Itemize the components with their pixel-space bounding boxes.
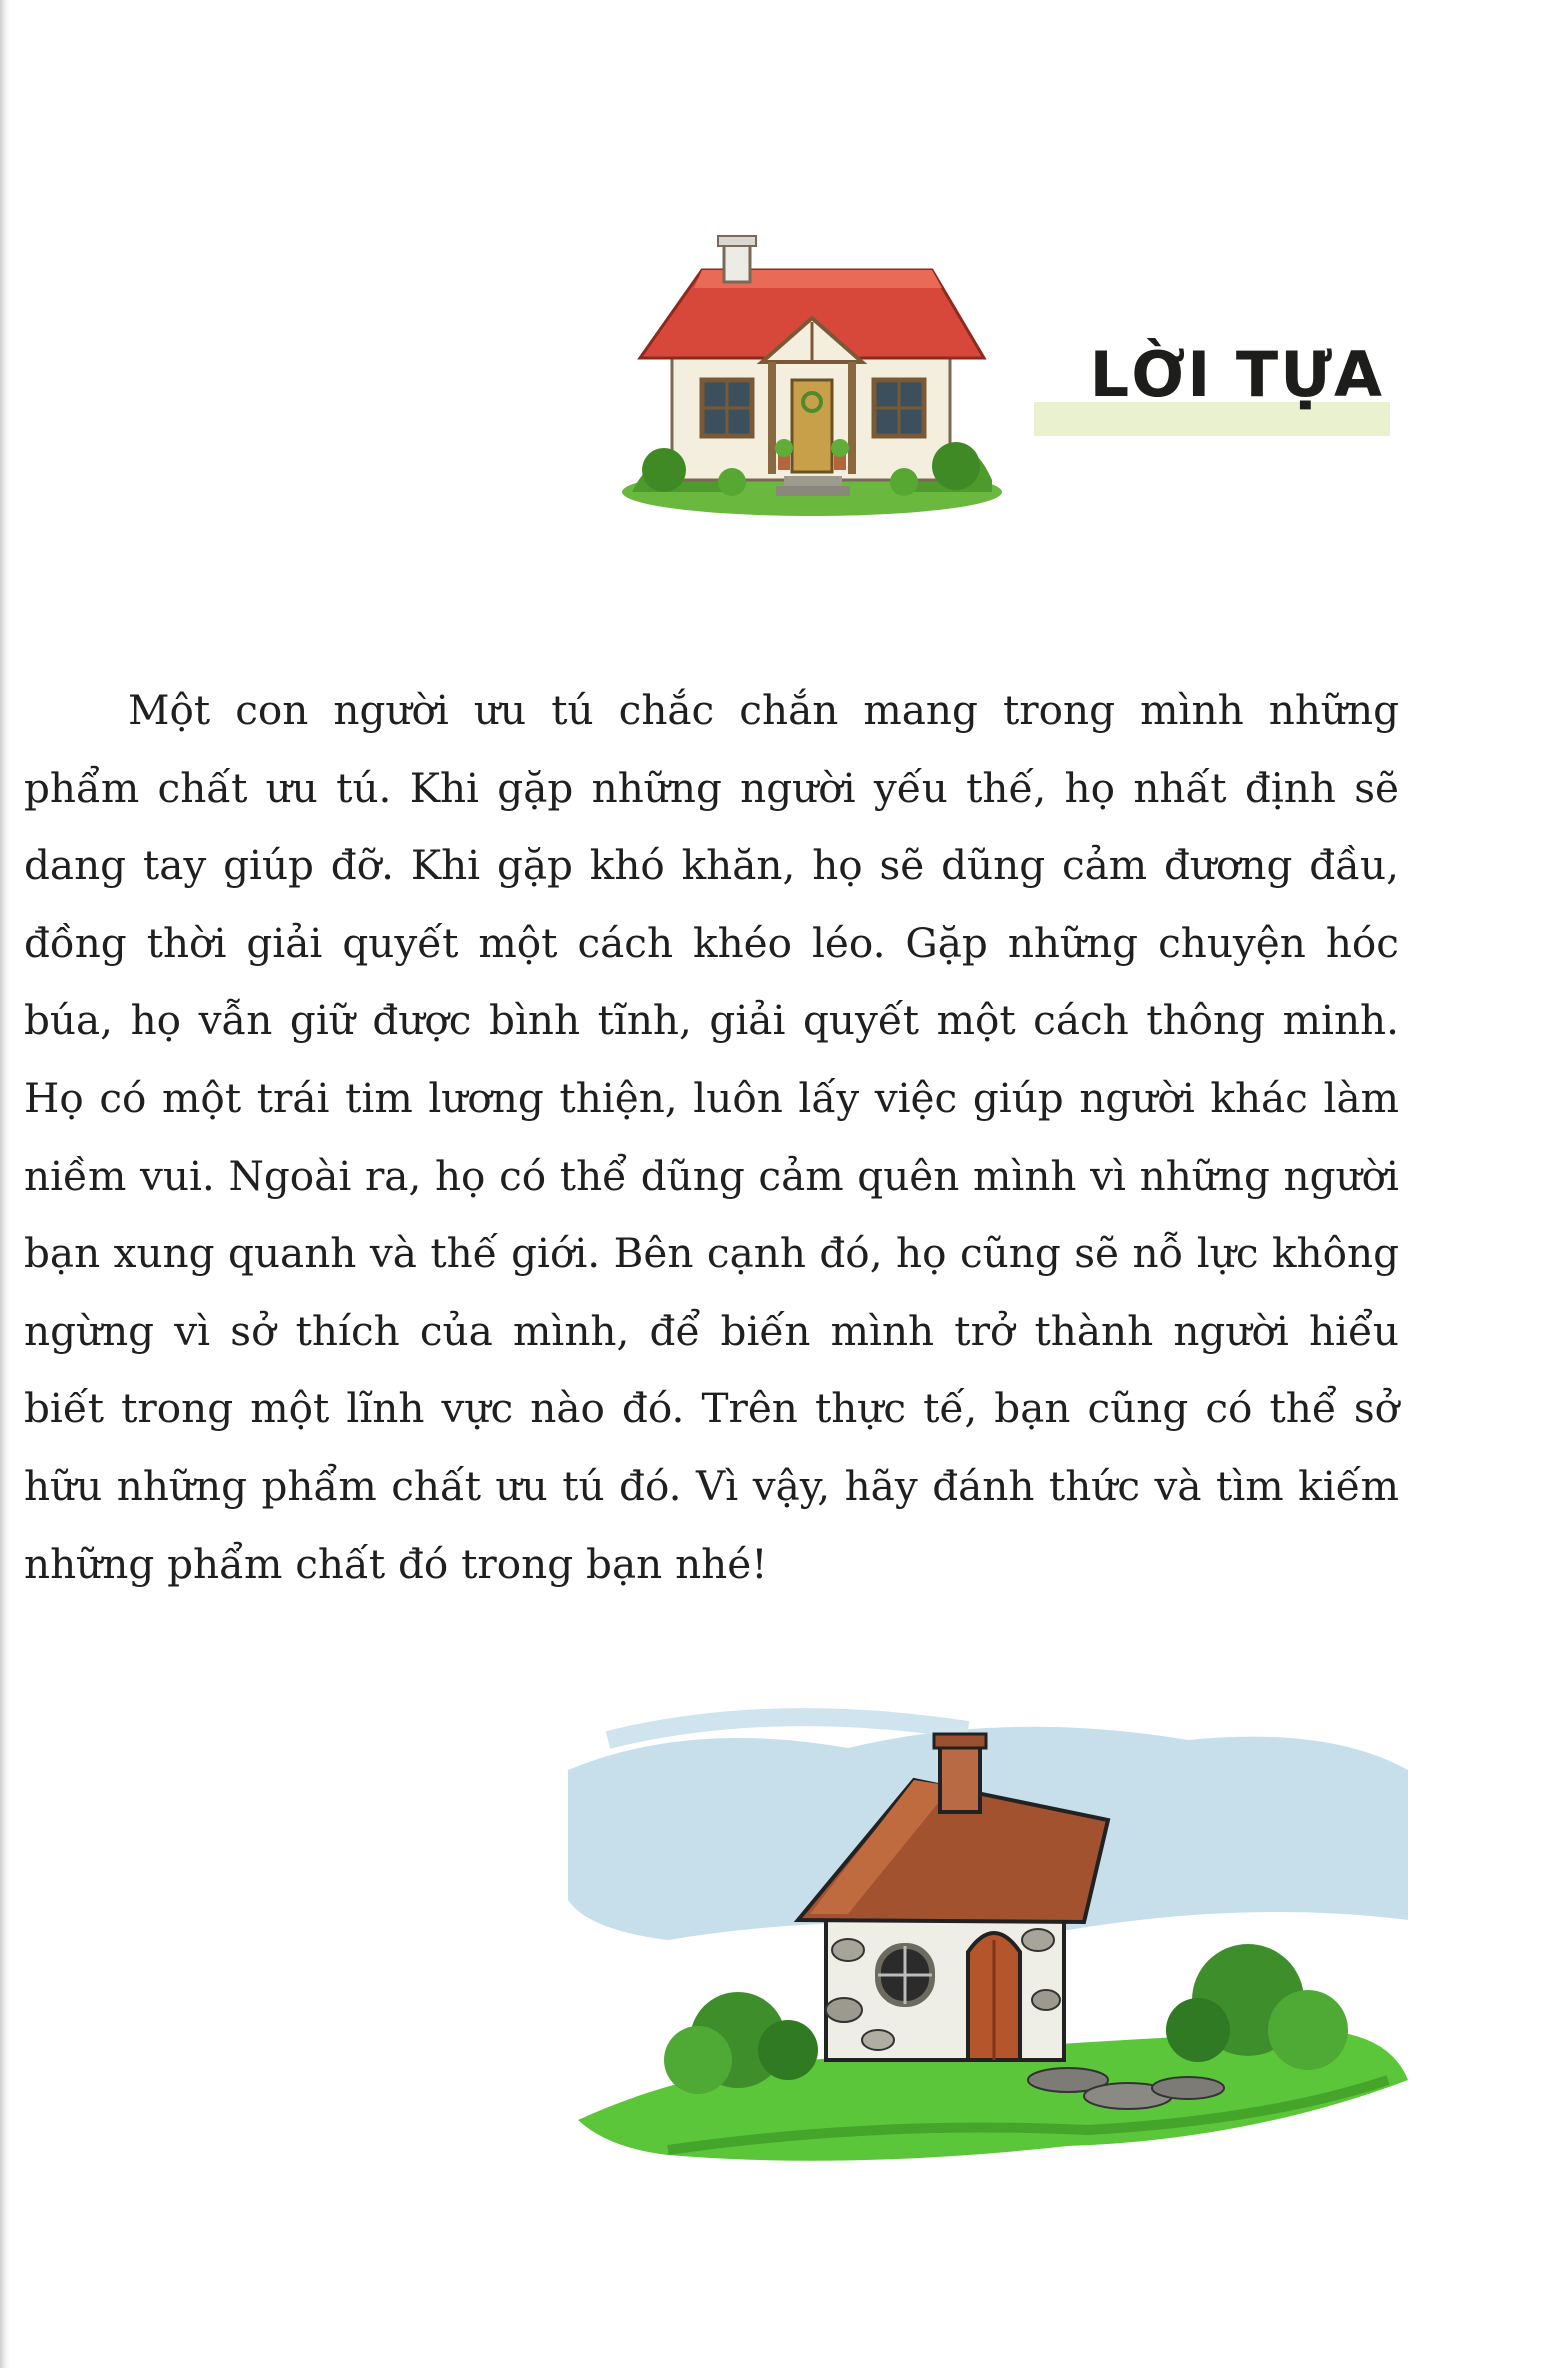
page-gutter-shadow xyxy=(0,0,10,2368)
cottage-red-roof-icon xyxy=(612,230,1010,520)
page-title: LỜI TỰA xyxy=(1089,338,1384,411)
preface-paragraph: Một con người ưu tú chắc chắn mang trong mình những phẩm chất ưu tú. Khi gặp những người yếu thế, họ nhất định sẽ dang tay giúp đỡ. Khi gặp khó khăn, họ sẽ dũng cảm đương đầu, đồng thời giải quyết một cách khéo léo. Gặp những chuyện hóc búa, họ vẫn giữ được bình tĩnh, giải quyết một cách thông minh. Họ có một trái tim lương thiện, luôn lấy việc giúp người khác làm niềm vui. Ngoài ra, họ có thể dũng cảm quên mình vì những người bạn xung quanh và thế giới. Bên cạnh đó, họ cũng sẽ nỗ lực không ngừng vì sở thích của mình, để biến mình trở thành người hiểu biết trong một lĩnh vực nào đó. Trên thực tế, bạn cũng có thể sở hữu những phẩm chất ưu tú đó. Vì vậy, hãy đánh thức và tìm kiếm những phẩm chất đó trong bạn nhé! xyxy=(24,686,1399,1588)
stone-cottage-scene-icon xyxy=(548,1700,1428,2180)
chapter-heading xyxy=(1030,330,1390,442)
